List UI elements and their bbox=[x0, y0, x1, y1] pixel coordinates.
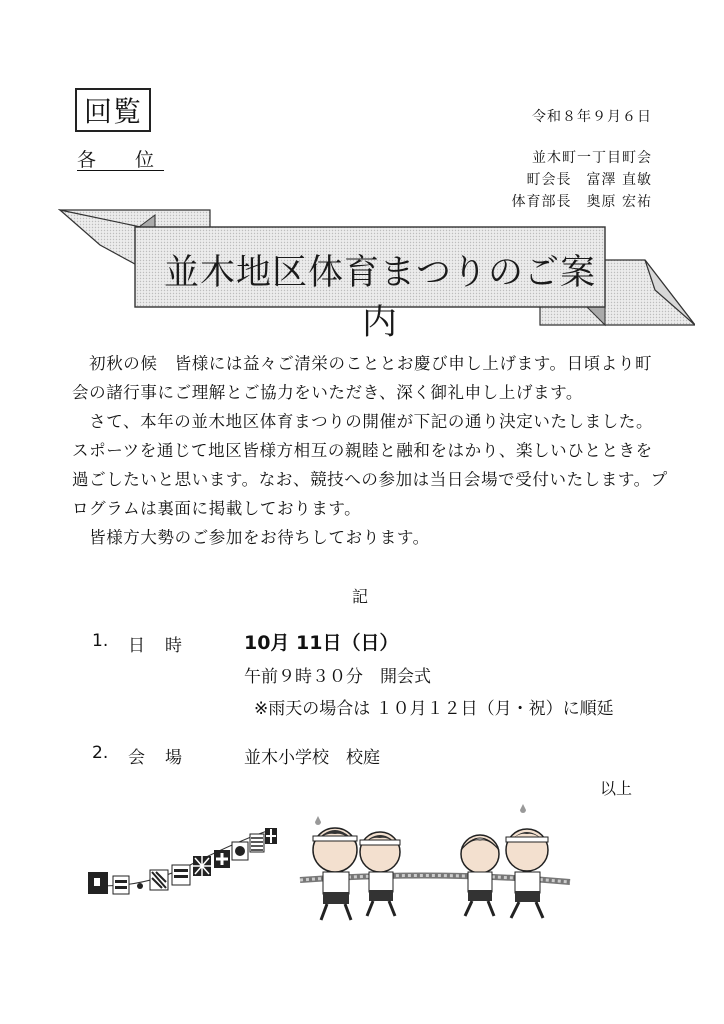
rain-note: ※雨天の場合は １０月１２日（月・祝）に順延 bbox=[254, 699, 614, 719]
event-venue: 並木小学校 校庭 bbox=[244, 748, 380, 768]
tug-of-war-children-icon bbox=[295, 800, 575, 930]
body-line: 過ごしたいと思います。なお、競技への参加は当日会場で受付いたします。プ bbox=[72, 470, 668, 489]
sender-sports-head: 体育部長 奥原 宏祐 bbox=[511, 194, 652, 210]
body-line: 会の諸行事にご理解とご協力をいただき、深く御礼申し上げます。 bbox=[72, 383, 584, 402]
event-date: 10月 11日（日） bbox=[244, 632, 399, 654]
page-title: 並木地区体育まつりのご案内 bbox=[163, 253, 596, 343]
closing-text: 以上 bbox=[599, 779, 632, 798]
bunting-flags-icon bbox=[80, 820, 280, 910]
item-number: 1. bbox=[92, 631, 109, 651]
sender-block bbox=[512, 147, 652, 213]
document-date: 令和８年９月６日 bbox=[532, 109, 652, 125]
body-line: ログラムは裏面に掲載しております。 bbox=[72, 499, 362, 518]
item-label-venue: 会場 bbox=[128, 748, 202, 768]
body-text bbox=[72, 349, 672, 552]
body-line: 初秋の候 皆様には益々ご清栄のこととお慶び申し上げます。日頃より町 bbox=[72, 354, 653, 373]
addressee: 各 位 bbox=[77, 149, 165, 171]
body-line: スポーツを通じて地区皆様方相互の親睦と融和をはかり、楽しいひとときを bbox=[72, 441, 653, 460]
ki-heading: 記 bbox=[352, 587, 369, 606]
item-label-datetime: 日時 bbox=[128, 636, 202, 656]
item-number: 2. bbox=[92, 743, 109, 763]
body-line: 皆様方大勢のご参加をお待ちしております。 bbox=[72, 528, 430, 547]
sender-org: 並木町一丁目町会 bbox=[532, 150, 652, 166]
event-time: 午前９時３０分 開会式 bbox=[244, 667, 431, 687]
sender-chair: 町会長 富澤 直敏 bbox=[526, 172, 652, 188]
body-line: さて、本年の並木地区体育まつりの開催が下記の通り決定いたしました。 bbox=[72, 412, 654, 431]
kairan-stamp: 回覧 bbox=[75, 88, 151, 132]
